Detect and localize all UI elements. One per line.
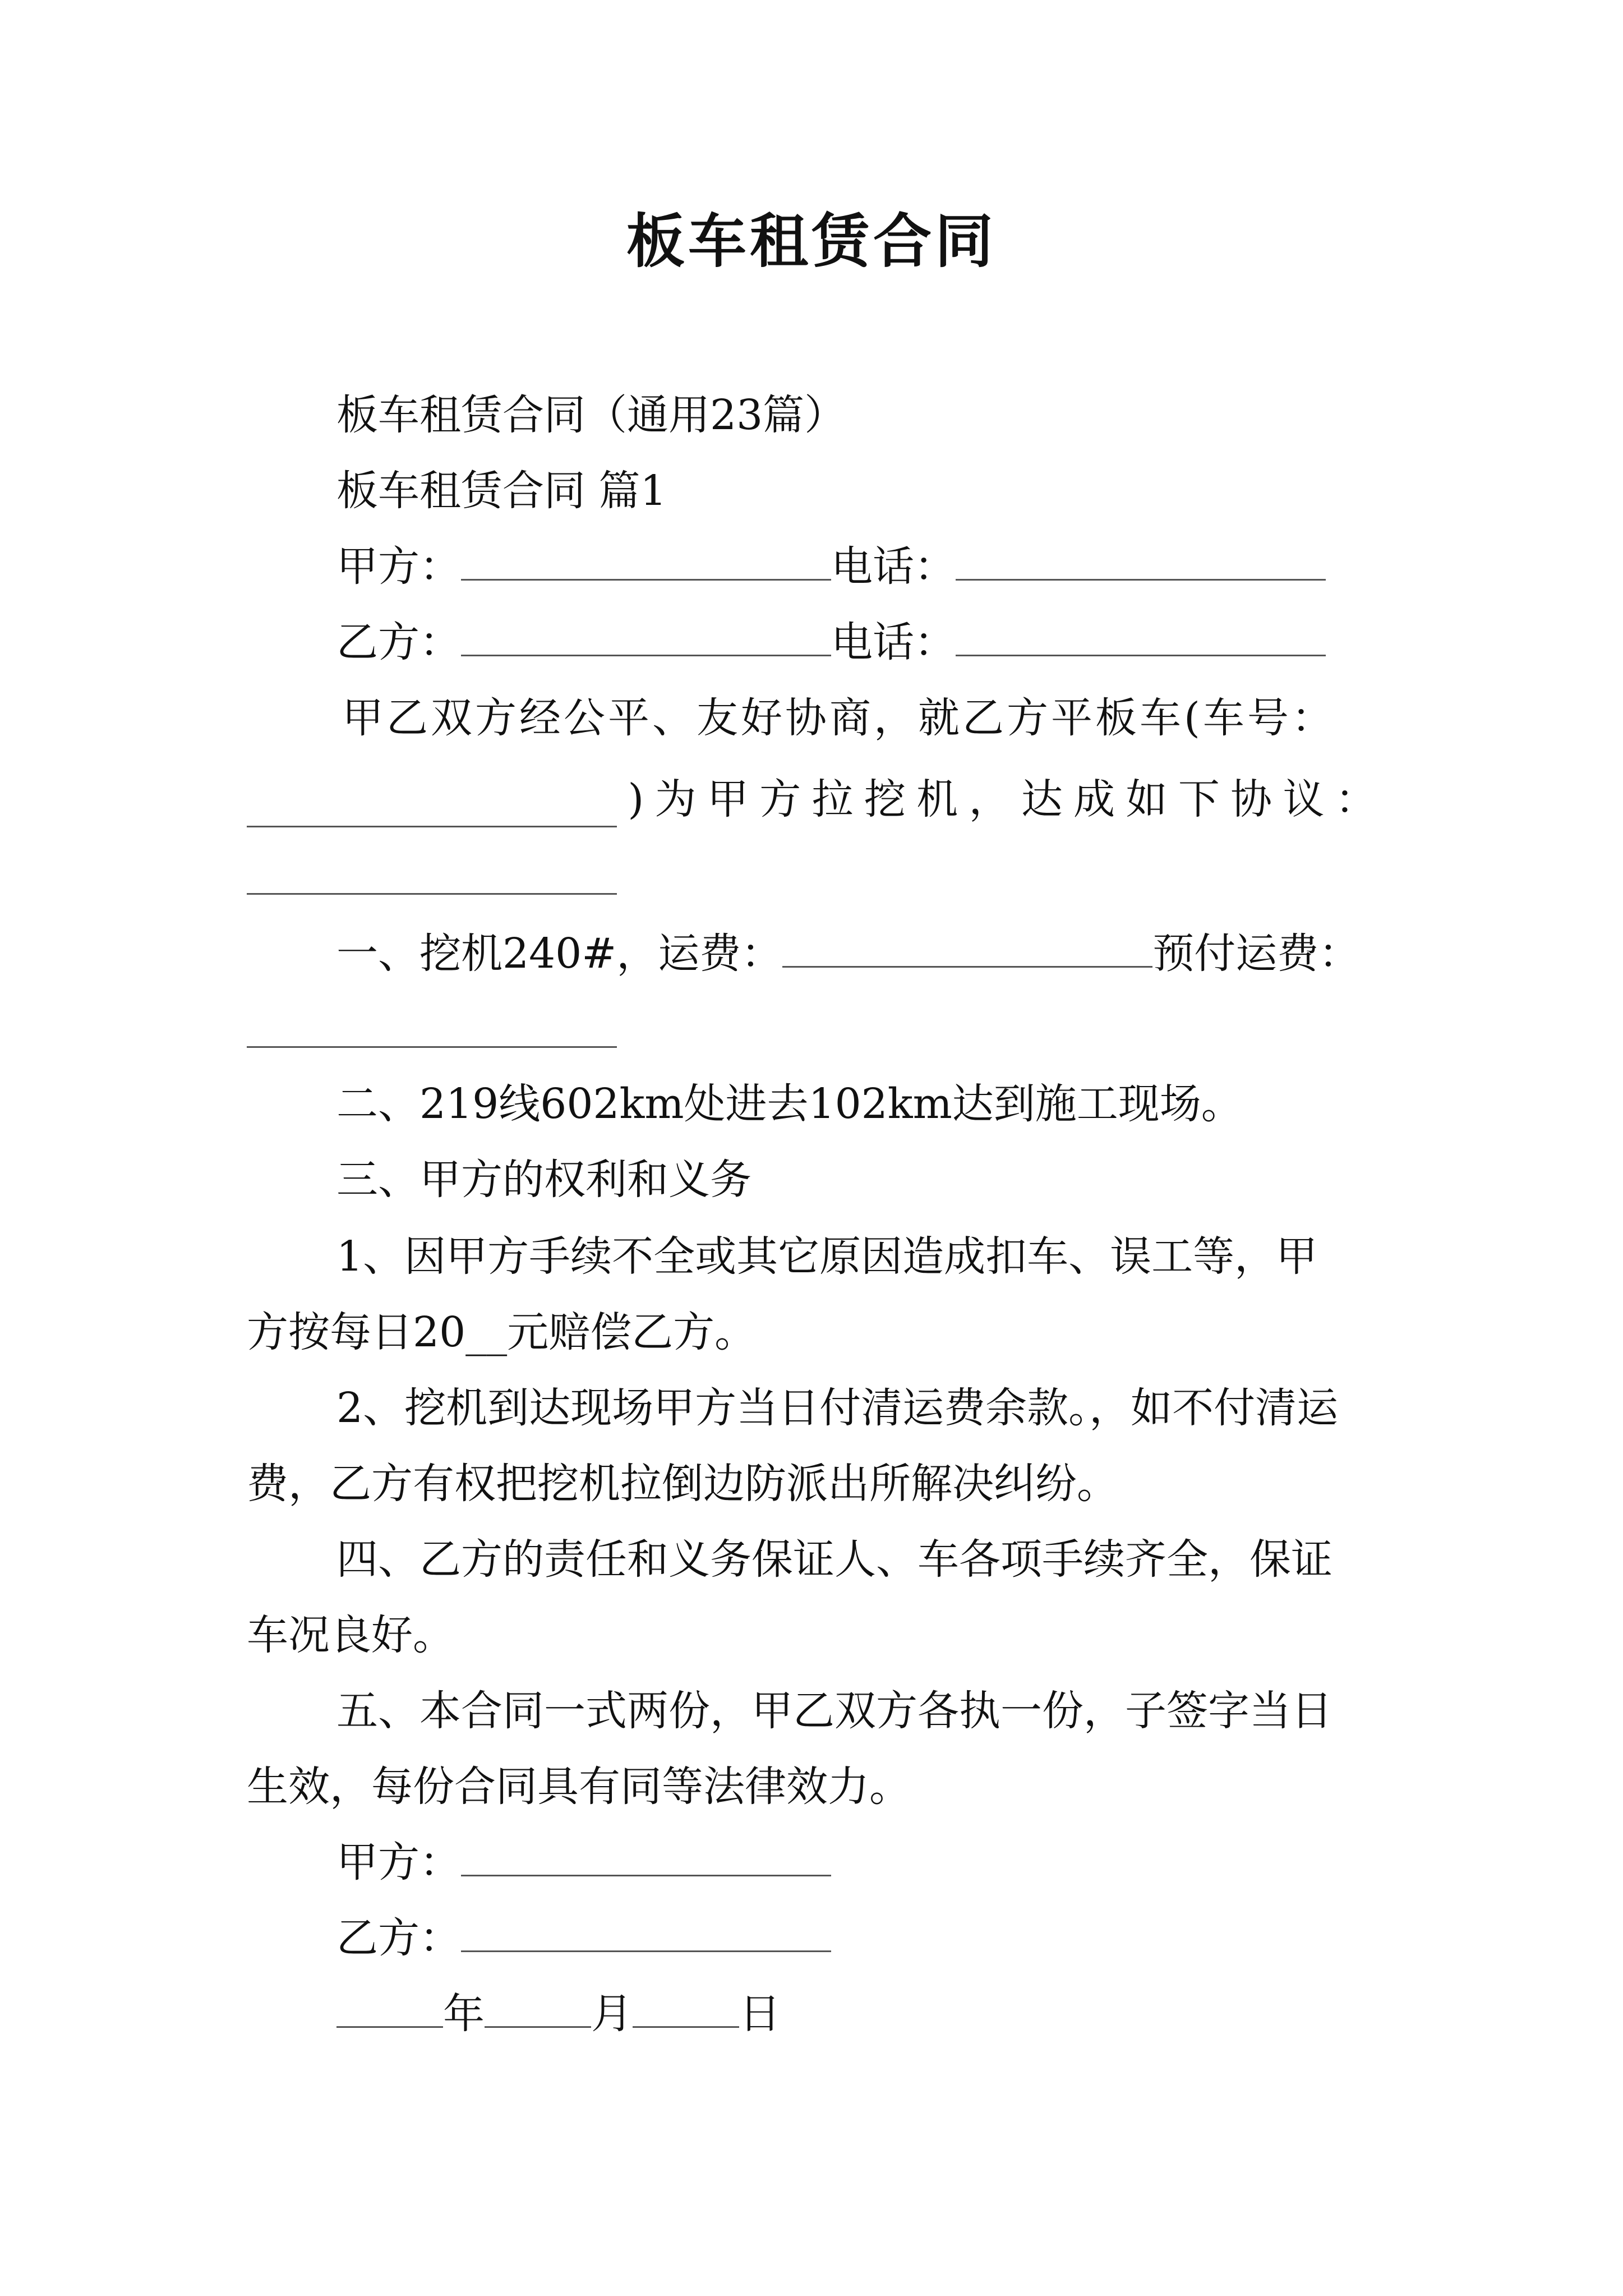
signature-a-blank xyxy=(461,1835,831,1876)
intro-char: 议 xyxy=(1283,775,1325,823)
intro-char: 甲 xyxy=(707,775,749,823)
item-1-row xyxy=(336,926,1360,982)
party-a-label: 甲方： xyxy=(336,542,461,591)
intro-char: 拉 xyxy=(811,775,854,823)
party-b-label: 乙方： xyxy=(336,618,461,666)
item-2: 二、219线602km处进去102km达到施工现场。 xyxy=(336,1080,1243,1128)
intro-char: 为 xyxy=(654,775,697,823)
intro-line-2 xyxy=(247,771,1377,827)
party-b-phone-label: 电话： xyxy=(831,618,956,666)
item-3-heading: 三、甲方的权利和义务 xyxy=(336,1156,751,1204)
party-a-phone-blank xyxy=(956,540,1326,581)
item-1-prepaid-label: 预付运费： xyxy=(1152,930,1361,978)
item-4-line-2: 车况良好。 xyxy=(247,1611,454,1659)
signature-b-label: 乙方： xyxy=(336,1914,461,1962)
intro-char: 成 xyxy=(1073,775,1115,823)
intro-char: ) xyxy=(628,775,644,823)
item-5-line-2: 生效，每份合同具有同等法律效力。 xyxy=(247,1763,911,1811)
intro-char: ： xyxy=(1335,775,1377,823)
signature-a-row xyxy=(336,1834,831,1890)
day-label: 日 xyxy=(739,1990,781,2038)
intro-line-1: 甲乙双方经公平、友好协商，就乙方平板车(车号： xyxy=(342,694,1336,742)
intro-char: 挖 xyxy=(864,775,906,823)
party-b-row xyxy=(336,614,1326,670)
item-3-1-line-2: 方按每日20__元赔偿乙方。 xyxy=(247,1308,757,1356)
month-label: 月 xyxy=(591,1990,633,2038)
intro-char: 达 xyxy=(1021,775,1063,823)
party-b-blank xyxy=(461,615,831,656)
date-row xyxy=(336,1986,781,2042)
party-b-phone-blank xyxy=(956,615,1326,656)
item-3-1-line-1: 1、因甲方手续不全或其它原因造成扣车、误工等，甲 xyxy=(336,1232,1318,1281)
item-1-freight-label: 一、挖机240#，运费： xyxy=(336,930,783,978)
section-heading: 板车租赁合同 篇1 xyxy=(336,467,667,515)
signature-a-label: 甲方： xyxy=(336,1838,461,1887)
vehicle-number-blank xyxy=(247,786,617,827)
year-blank xyxy=(336,1987,443,2028)
intro-char: 下 xyxy=(1178,775,1220,823)
document-title: 板车租赁合同 xyxy=(626,206,997,275)
intro-char: ， xyxy=(969,775,1011,823)
day-blank xyxy=(633,1987,739,2028)
month-blank xyxy=(485,1987,591,2028)
item-5-line-1: 五、本合同一式两份，甲乙双方各执一份，子签字当日 xyxy=(336,1687,1332,1735)
party-a-blank xyxy=(461,540,831,581)
intro-char: 如 xyxy=(1126,775,1168,823)
party-a-phone-label: 电话： xyxy=(831,542,956,591)
item-3-2-line-1: 2、挖机到达现场甲方当日付清运费余款。，如不付清运 xyxy=(336,1384,1339,1432)
item-4-line-1: 四、乙方的责任和义务保证人、车各项手续齐全，保证 xyxy=(336,1535,1332,1584)
intro-char: 方 xyxy=(759,775,801,823)
intro-char: 协 xyxy=(1230,775,1272,823)
intro-char: 机 xyxy=(916,775,958,823)
agreement-blank xyxy=(247,893,617,895)
signature-b-row xyxy=(336,1910,831,1966)
freight-blank xyxy=(782,927,1152,968)
year-label: 年 xyxy=(443,1990,485,2038)
item-3-2-line-2: 费，乙方有权把挖机拉倒边防派出所解决纠纷。 xyxy=(247,1460,1118,1508)
prepaid-freight-blank xyxy=(247,1046,617,1048)
document-subtitle: 板车租赁合同（通用23篇） xyxy=(336,391,846,439)
party-a-row xyxy=(336,539,1326,595)
signature-b-blank xyxy=(461,1911,831,1952)
